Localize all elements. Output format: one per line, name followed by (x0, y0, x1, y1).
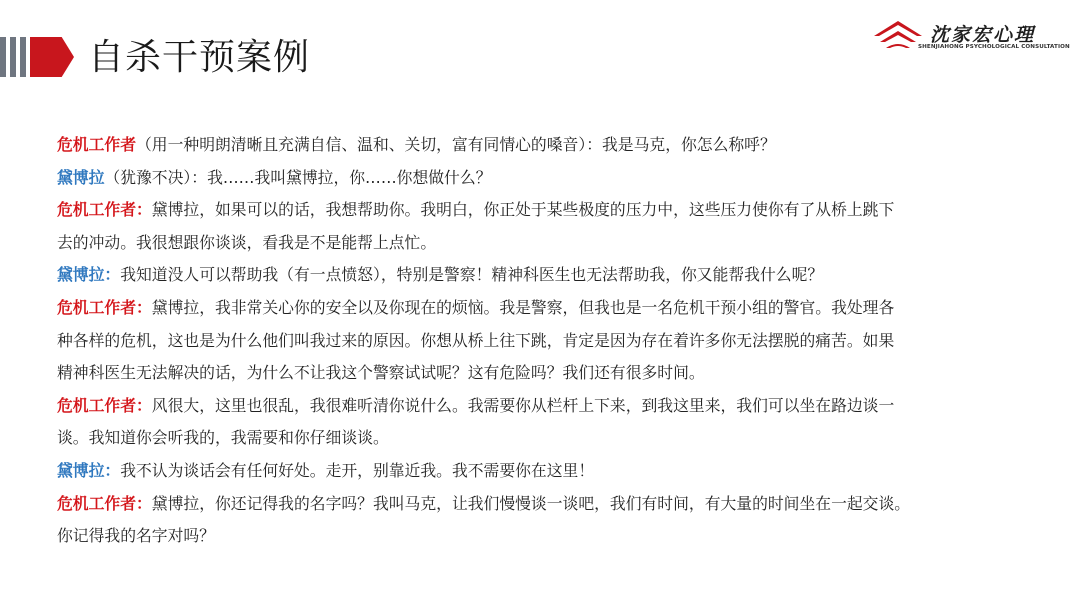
dialogue-line (57, 227, 1032, 260)
speaker-crisis-worker: 危机工作者： (57, 200, 152, 220)
title-marker (0, 37, 80, 77)
title-marker-bar (10, 37, 16, 77)
line-text: （犹豫不决）：我……我叫黛博拉，你……你想做什么？ (104, 167, 492, 187)
dialogue-line (57, 422, 1032, 455)
line-text: （用一种明朗清晰且充满自信、温和、关切，富有同情心的嗓音）：我是马克，你怎么称呼？ (136, 135, 776, 154)
line-text: 我知道没人可以帮助我（有一点愤怒），特别是警察！精神科医生也无法帮助我，你又能帮我什么呢？ (120, 265, 824, 285)
line-text: 种各样的危机，这也是为什么他们叫我过来的原因。你想从桥上往下跳，肯定是因为存在着许多你无法摆脱的痛苦。如果 (57, 330, 895, 350)
speaker-crisis-worker: 危机工作者： (57, 395, 152, 415)
dialogue-line (57, 259, 1032, 292)
dialogue-text (57, 129, 1032, 553)
dialogue-line (57, 129, 1032, 162)
speaker-crisis-worker: 危机工作者： (57, 297, 152, 317)
speaker-crisis-worker: 危机工作者： (57, 493, 152, 513)
line-text: 黛博拉，如果可以的话，我想帮助你。我明白，你正处于某些极度的压力中，这些压力使你有了从桥上跳下 (151, 200, 895, 220)
dialogue-line (57, 357, 1032, 390)
line-text: 精神科医生无法解决的话，为什么不让我这个警察试试呢？这有危险吗？我们还有很多时间。 (57, 363, 705, 383)
line-text: 谈。我知道你会听我的，我需要和你仔细谈谈。 (57, 428, 389, 448)
line-text: 黛博拉，你还记得我的名字吗？我叫马克，让我们慢慢谈一谈吧，我们有时间，有大量的时间坐在一起交谈。 (151, 493, 911, 513)
title-marker-bar (0, 37, 6, 77)
roof-logo-icon (872, 18, 924, 54)
dialogue-line (57, 390, 1032, 423)
dialogue-line (57, 162, 1032, 195)
logo-name: 沈家宏心理 (930, 24, 1036, 46)
speaker-deborah: 黛博拉 (57, 167, 105, 187)
dialogue-line (57, 194, 1032, 227)
line-text: 黛博拉，我非常关心你的安全以及你现在的烦恼。我是警察，但我也是一名危机干预小组的警官。我处理各 (151, 297, 895, 317)
speaker-deborah: 黛博拉： (57, 460, 121, 480)
line-text: 风很大，这里也很乱，我很难听清你说什么。我需要你从栏杆上下来，到我这里来，我们可以坐在路边谈一 (151, 395, 895, 415)
logo-subtitle: SHENJIAHONG PSYCHOLOGICAL CONSULTATION (918, 44, 1070, 50)
logo (872, 18, 1070, 58)
title-marker-arrow (30, 37, 74, 77)
speaker-deborah: 黛博拉： (57, 265, 121, 285)
line-text: 我不认为谈话会有任何好处。走开，别靠近我。我不需要你在这里！ (120, 460, 595, 480)
page-title: 自杀干预案例 (88, 37, 311, 78)
speaker-crisis-worker: 危机工作者 (57, 135, 136, 154)
dialogue-line (57, 488, 1032, 521)
title-marker-bar (20, 37, 26, 77)
line-text: 你记得我的名字对吗？ (57, 526, 215, 546)
dialogue-line (57, 325, 1032, 358)
line-text: 去的冲动。我很想跟你谈谈，看我是不是能帮上点忙。 (57, 232, 437, 252)
dialogue-line (57, 292, 1032, 325)
dialogue-line (57, 520, 1032, 553)
dialogue-line (57, 455, 1032, 488)
